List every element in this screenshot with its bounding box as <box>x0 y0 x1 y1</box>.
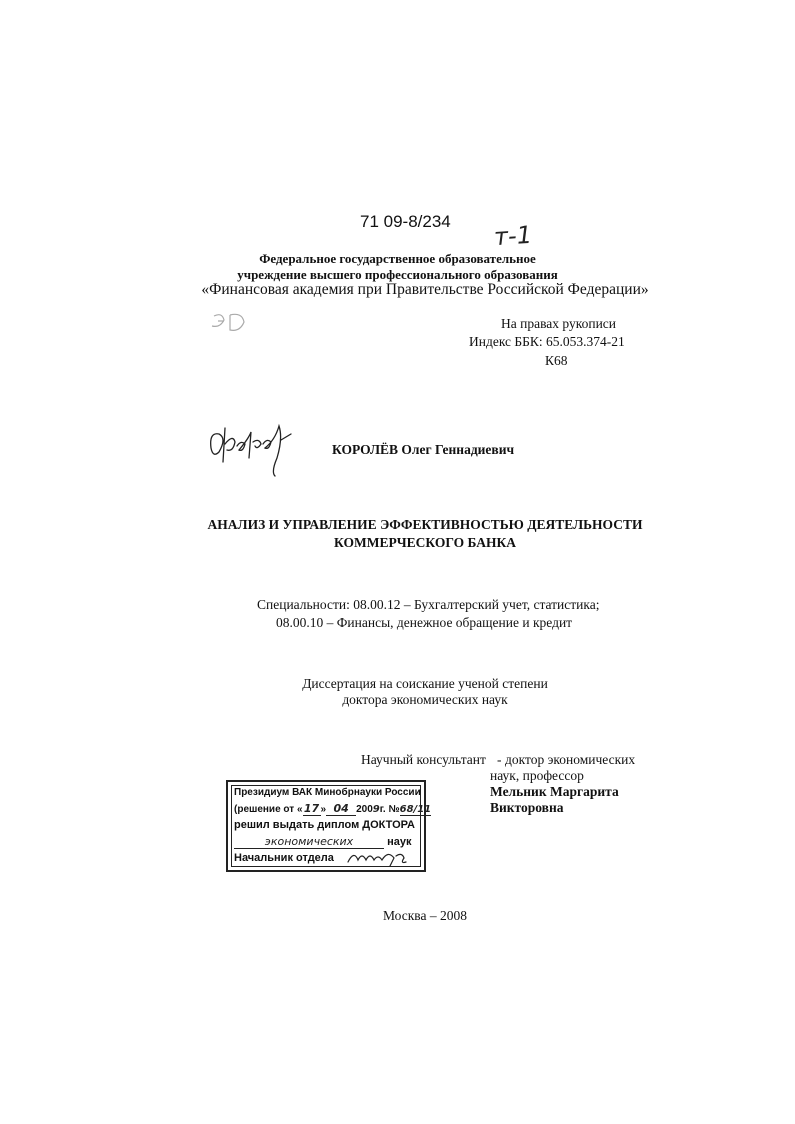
manuscript-rights: На правах рукописи <box>501 316 617 331</box>
consultant-title-line-2: наук, профессор <box>490 768 584 783</box>
institution-line-1: Федеральное государственное образовательное <box>259 251 536 266</box>
vak-stamp <box>226 780 432 872</box>
handwritten-mark: т-1 <box>493 220 533 252</box>
stamp-field-suffix: наук <box>387 836 412 848</box>
degree-line-2: доктора экономических наук <box>342 692 508 707</box>
stamp-decision-no-label: г. № <box>379 804 400 815</box>
stamp-decision-year-digit: 9 <box>372 804 380 815</box>
stamp-decision-year-prefix: 200 <box>356 804 373 815</box>
stamp-decision-day: 17 <box>303 802 320 815</box>
stamp-head-line <box>234 852 334 864</box>
consultant-name-line-1: Мельник Маргарита <box>490 784 619 799</box>
dissertation-title-line-2: КОММЕРЧЕСКОГО БАНКА <box>334 535 516 550</box>
stamp-decision-line <box>234 802 431 816</box>
consultant-name-line-2: Викторовна <box>490 800 564 815</box>
stamp-field-handwritten: экономических <box>234 835 384 849</box>
faint-scribble-mark <box>208 310 258 336</box>
stamp-decision-no: 68/11 <box>399 804 432 815</box>
specialties-line-2: 08.00.10 – Финансы, денежное обращение и кредит <box>276 615 573 630</box>
bbk-index: Индекс ББК: 65.053.374-21 <box>469 334 625 349</box>
dissertation-title-line-1: АНАЛИЗ И УПРАВЛЕНИЕ ЭФФЕКТИВНОСТЬЮ ДЕЯТЕЛЬНОСТИ <box>207 517 643 532</box>
stamp-decision-sep: » <box>320 804 327 815</box>
archive-number: 71 09-8/234 <box>360 212 451 231</box>
institution-line-3: «Финансовая академия при Правительстве Российской Федерации» <box>201 281 649 298</box>
stamp-line-1: Президиум ВАК Минобрнауки России <box>234 787 421 798</box>
stamp-line-3: решил выдать диплом ДОКТОРА <box>234 819 415 831</box>
stamp-head-label: Начальник отдела <box>234 852 334 864</box>
city-year: Москва – 2008 <box>383 908 467 923</box>
stamp-head-signature <box>344 846 414 868</box>
stamp-decision-month: 04 <box>326 802 356 816</box>
institution-line-2: учреждение высшего профессионального образования <box>237 267 558 282</box>
stamp-decision-prefix: (решение от « <box>234 804 303 815</box>
specialties-line-1: Специальности: 08.00.12 – Бухгалтерский учет, статистика; <box>257 597 600 612</box>
author-name: КОРОЛЁВ Олег Геннадиевич <box>332 442 515 457</box>
consultant-dash: - <box>497 752 502 767</box>
consultant-label: Научный консультант <box>361 752 486 767</box>
consultant-title-line-1: доктор экономических <box>505 752 636 767</box>
bbk-code: К68 <box>545 353 568 368</box>
degree-line-1: Диссертация на соискание ученой степени <box>302 676 548 691</box>
author-signature <box>205 418 300 478</box>
